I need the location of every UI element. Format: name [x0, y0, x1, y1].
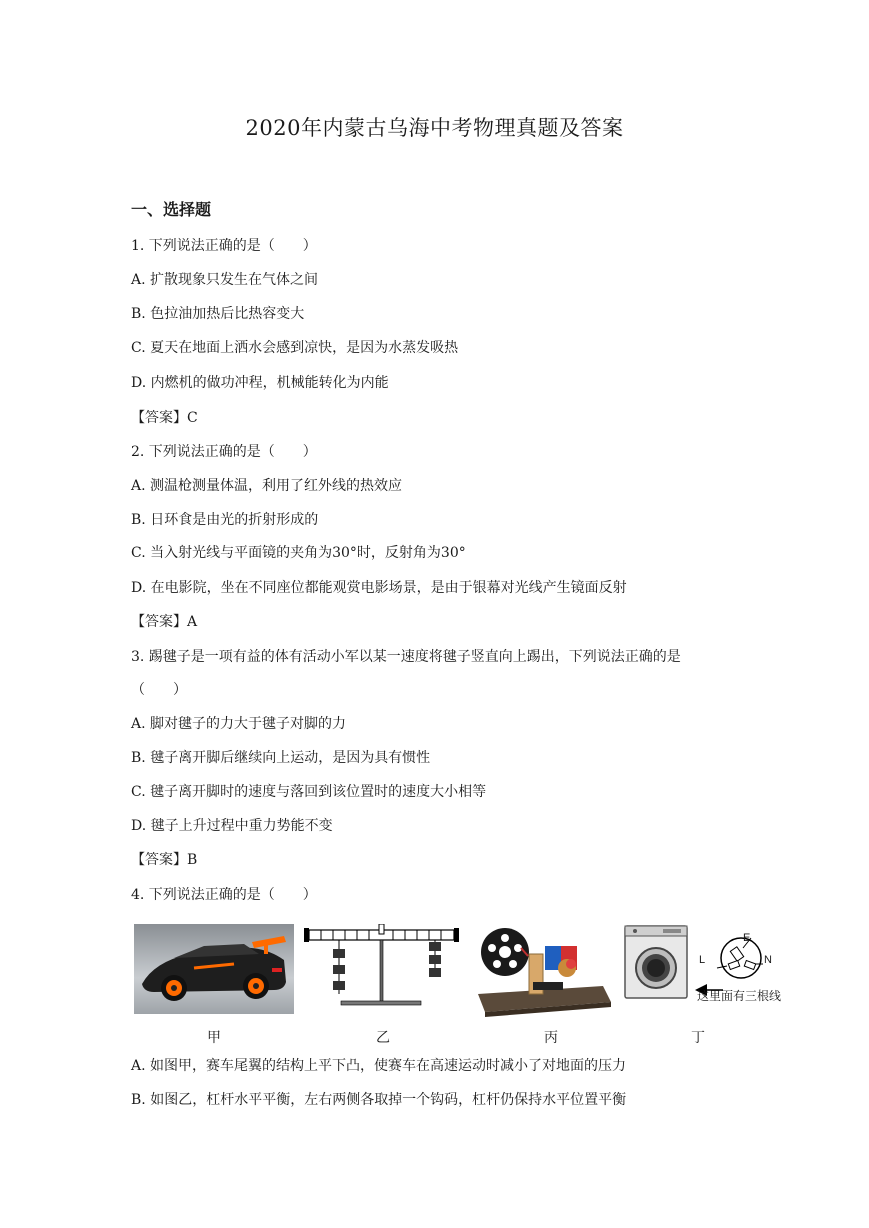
answer: 【答案】C: [131, 410, 198, 426]
answer: 【答案】A: [131, 614, 198, 630]
option-c: C. 夏天在地面上洒水会感到凉快，是因为水蒸发吸热: [131, 340, 459, 356]
question-stem: 2. 下列说法正确的是（ ）: [131, 444, 317, 460]
option-b: B. 如图乙，杠杆水平平衡，左右两侧各取掉一个钩码，杠杆仍保持水平位置平衡: [131, 1092, 627, 1108]
section-heading: 一、选择题: [131, 200, 212, 219]
figure-caption-ding: 丁: [691, 1030, 705, 1046]
question-stem-continued: （ ）: [131, 682, 187, 698]
option-c: C. 当入射光线与平面镜的夹角为30°时，反射角为30°: [131, 545, 466, 561]
page-title: 2020年内蒙古乌海中考物理真题及答案: [245, 116, 624, 140]
lever-diagram: [301, 924, 466, 1014]
figure-row: [131, 924, 791, 1049]
question-stem: 4. 下列说法正确的是（ ）: [131, 887, 317, 903]
option-b: B. 日环食是由光的折射形成的: [131, 512, 319, 528]
option-b: B. 色拉油加热后比热容变大: [131, 306, 305, 322]
plug-label-n: N: [764, 954, 772, 966]
option-a: A. 测温枪测量体温，利用了红外线的热效应: [131, 478, 403, 494]
answer: 【答案】B: [131, 852, 198, 868]
plug-label-l: L: [699, 954, 706, 966]
option-d: D. 在电影院，坐在不同座位都能观赏电影场景，是由于银幕对光线产生镜面反射: [131, 580, 627, 596]
option-a: A. 扩散现象只发生在气体之间: [131, 272, 319, 288]
option-d: D. 内燃机的做功冲程，机械能转化为内能: [131, 375, 389, 391]
option-c: C. 毽子离开脚时的速度与落回到该位置时的速度大小相等: [131, 784, 487, 800]
option-a: A. 脚对毽子的力大于毽子对脚的力: [131, 716, 347, 732]
question-stem: 1. 下列说法正确的是（ ）: [131, 238, 317, 254]
figure-caption-jia: 甲: [207, 1030, 221, 1046]
option-d: D. 毽子上升过程中重力势能不变: [131, 818, 333, 834]
figure-caption-yi: 乙: [376, 1030, 390, 1046]
figure-caption-bing: 丙: [544, 1030, 558, 1046]
motor-model-image: [473, 924, 613, 1019]
wire-note: 这里面有三根线: [697, 989, 782, 1003]
washing-machine-image: [623, 924, 691, 1002]
question-stem: 3. 踢毽子是一项有益的体有活动小军以某一速度将毽子竖直向上踢出，下列说法正确的是: [131, 649, 681, 665]
plug-label-e: E: [743, 932, 751, 944]
option-b: B. 毽子离开脚后继续向上运动，是因为具有惯性: [131, 750, 431, 766]
option-a: A. 如图甲，赛车尾翼的结构上平下凸，使赛车在高速运动时减小了对地面的压力: [131, 1058, 627, 1074]
race-car-image: [134, 924, 294, 1014]
